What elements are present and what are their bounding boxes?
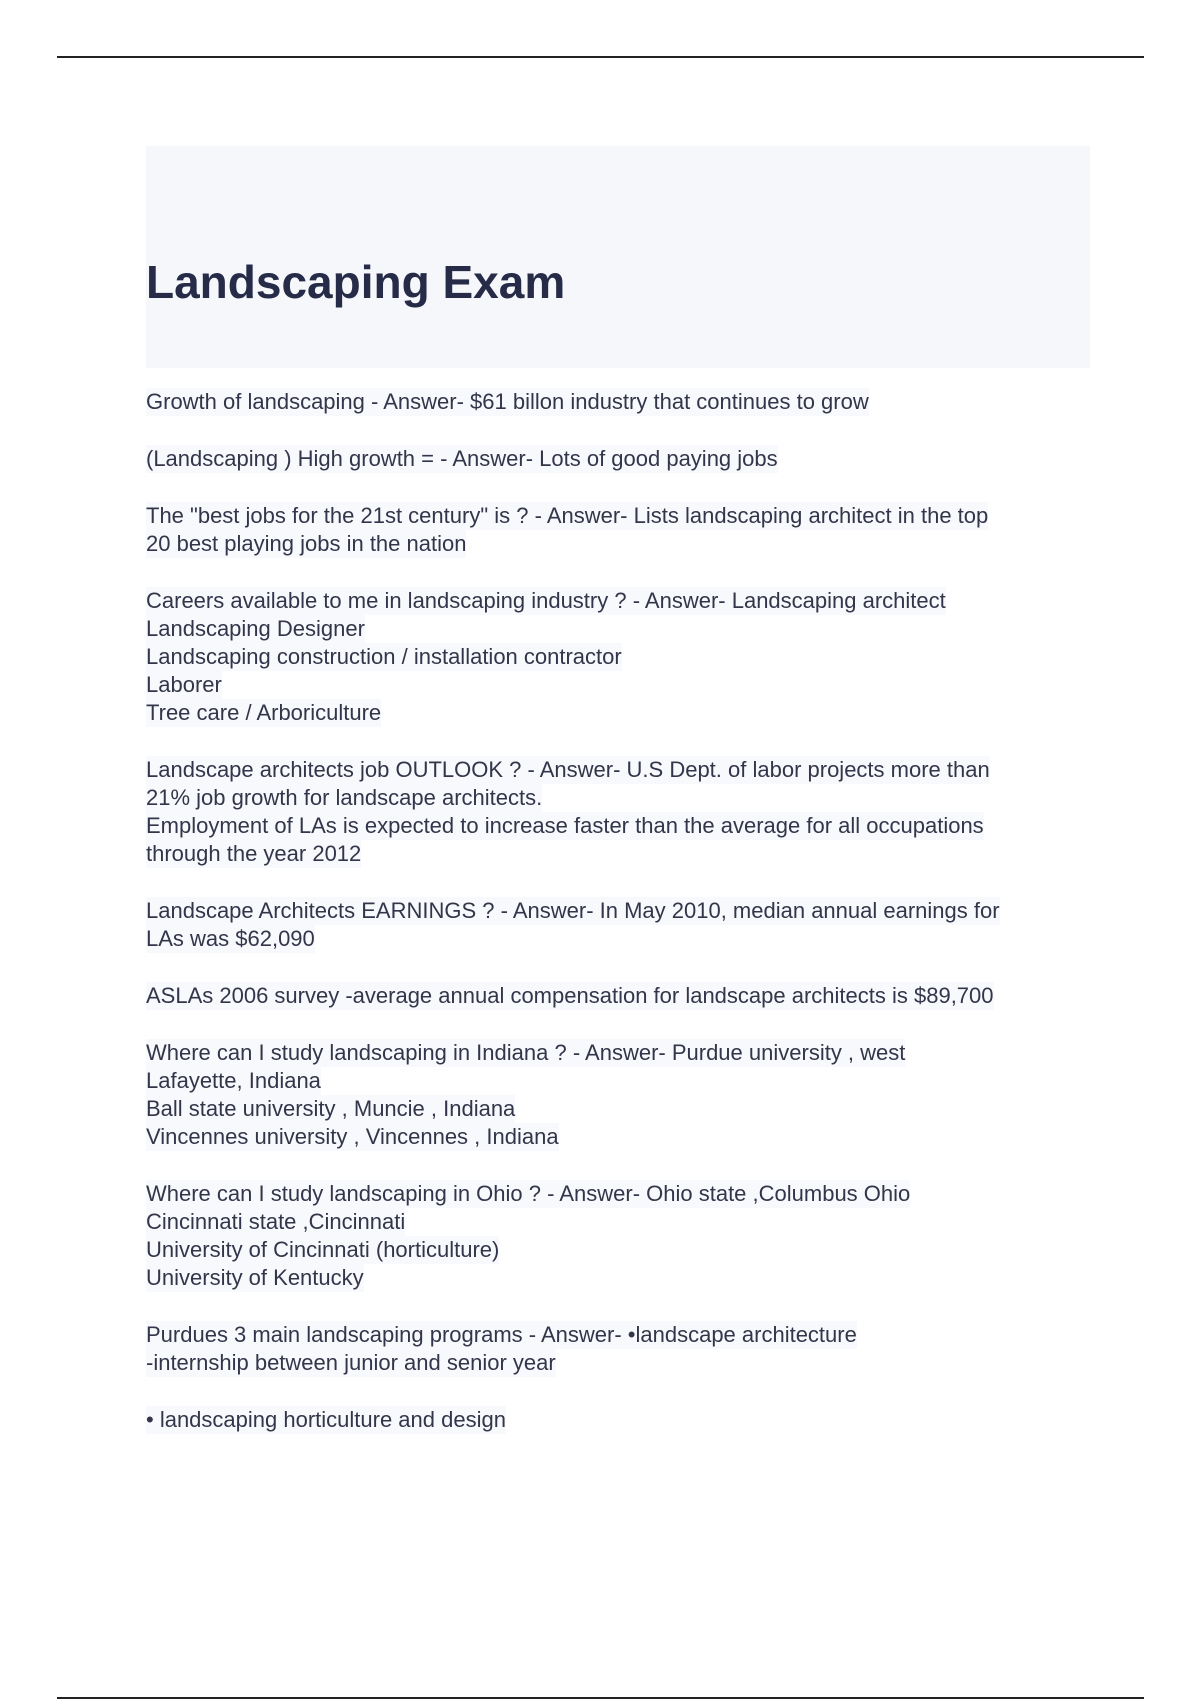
qa-line: Vincennes university , Vincennes , Indiana — [146, 1124, 559, 1149]
document-body — [146, 146, 1090, 1463]
qa-entry — [146, 1406, 1090, 1434]
qa-entry — [146, 1321, 1090, 1377]
qa-line: 20 best playing jobs in the nation — [146, 531, 467, 556]
bottom-rule — [57, 1697, 1144, 1699]
qa-line: Laborer — [146, 672, 222, 697]
qa-line: (Landscaping ) High growth = - Answer- Lots of good paying jobs — [146, 446, 778, 471]
qa-line: Tree care / Arboriculture — [146, 700, 382, 725]
qa-line: The "best jobs for the 21st century" is ? - Answer- Lists landscaping architect in the top — [146, 503, 989, 528]
qa-line: Landscape Architects EARNINGS ? - Answer- In May 2010, median annual earnings for — [146, 898, 1000, 923]
qa-entry — [146, 756, 1090, 868]
qa-line: Where can I study landscaping in Indiana ? - Answer- Purdue university , west — [146, 1040, 906, 1065]
qa-line: Cincinnati state ,Cincinnati — [146, 1209, 406, 1234]
qa-entry — [146, 388, 1090, 416]
qa-line: Landscaping construction / installation contractor — [146, 644, 622, 669]
qa-line: Landscape architects job OUTLOOK ? - Answer- U.S Dept. of labor projects more than — [146, 757, 990, 782]
qa-line: Ball state university , Muncie , Indiana — [146, 1096, 516, 1121]
document-title: Landscaping Exam — [146, 256, 566, 308]
qa-entry — [146, 982, 1090, 1010]
qa-line: through the year 2012 — [146, 841, 362, 866]
qa-line: Careers available to me in landscaping industry ? - Answer- Landscaping architect — [146, 588, 946, 613]
qa-line: • landscaping horticulture and design — [146, 1407, 506, 1432]
qa-entry — [146, 445, 1090, 473]
qa-entry — [146, 897, 1090, 953]
qa-line: Landscaping Designer — [146, 616, 365, 641]
qa-line: LAs was $62,090 — [146, 926, 315, 951]
top-rule — [57, 56, 1144, 58]
qa-line: Growth of landscaping - Answer- $61 billon industry that continues to grow — [146, 389, 869, 414]
title-banner — [146, 146, 1090, 368]
qa-line: -internship between junior and senior year — [146, 1350, 556, 1375]
qa-line: 21% job growth for landscape architects. — [146, 785, 543, 810]
qa-line: Lafayette, Indiana — [146, 1068, 321, 1093]
qa-entry — [146, 587, 1090, 727]
qa-line: Purdues 3 main landscaping programs - Answer- •landscape architecture — [146, 1322, 857, 1347]
qa-line: Employment of LAs is expected to increase faster than the average for all occupations — [146, 813, 984, 838]
qa-entry — [146, 502, 1090, 558]
qa-line: University of Kentucky — [146, 1265, 364, 1290]
qa-line: University of Cincinnati (horticulture) — [146, 1237, 500, 1262]
qa-entry — [146, 1180, 1090, 1292]
qa-line: ASLAs 2006 survey -average annual compensation for landscape architects is $89,700 — [146, 983, 994, 1008]
qa-list — [146, 388, 1090, 1434]
qa-entry — [146, 1039, 1090, 1151]
qa-line: Where can I study landscaping in Ohio ? - Answer- Ohio state ,Columbus Ohio — [146, 1181, 911, 1206]
